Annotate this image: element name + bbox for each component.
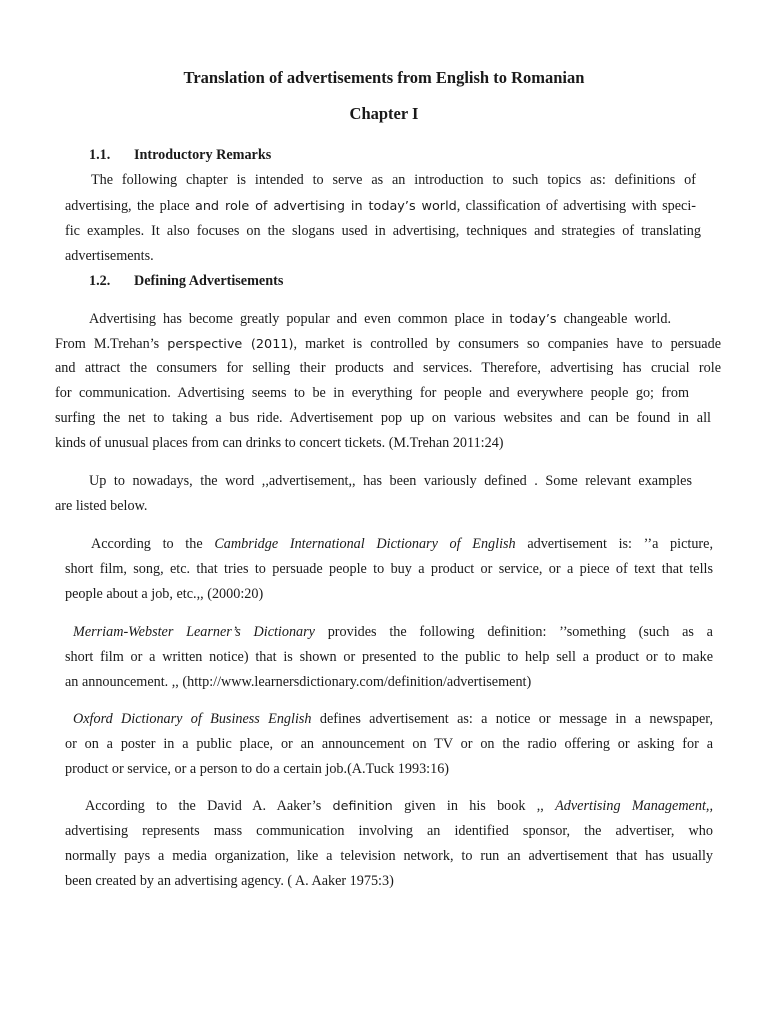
merriam-definition-line-2: short film or a written notice) that is shown or presented to the public to help sell a product or to make: [65, 649, 713, 665]
defining-paragraph-line-2: From M.Trehan’s perspective (2011), market is controlled by consumers so companies have to persuade: [55, 336, 721, 352]
document-title: Translation of advertisements from English to Romanian: [183, 68, 585, 87]
intro-paragraph-line-4: advertisements.: [65, 248, 154, 264]
defining-paragraph-line-4: for communication. Advertising seems to be in everything for people and everywhere people go; from: [55, 385, 689, 401]
intro-paragraph-line-2: advertising, the place and role of advertising in today’s world, classification of advertising with speci-: [65, 198, 696, 214]
oxford-definition-line-1: Oxford Dictionary of Business English defines advertisement as: a notice or message in a newspaper,: [73, 711, 714, 727]
defining-paragraph-line-3: and attract the consumers for selling their products and services. Therefore, advertising has crucial role: [55, 360, 721, 376]
cambridge-definition-line-1: According to the Cambridge International Dictionary of English advertisement is: ’’a picture,: [91, 536, 713, 552]
aaker-definition-line-4: been created by an advertising agency. ( A. Aaker 1975:3): [65, 873, 394, 889]
intro-paragraph-line-1: The following chapter is intended to serve as an introduction to such topics as: definitions of: [91, 172, 696, 188]
aaker-definition-line-3: normally pays a media organization, like a television network, to run an advertisement that has usually: [65, 848, 713, 864]
section-number-1-2: 1.2.: [89, 273, 111, 289]
oxford-definition-line-3: product or service, or a person to do a certain job.(A.Tuck 1993:16): [65, 761, 450, 777]
section-number-1-1: 1.1.: [89, 147, 111, 163]
examples-intro-line-1: Up to nowadays, the word ,,advertisement,, has been variously defined . Some relevant examples: [89, 473, 692, 489]
defining-paragraph-line-1: Advertising has become greatly popular and even common place in today’s changeable world.: [89, 311, 671, 327]
oxford-definition-line-2: or on a poster in a public place, or an announcement on TV or on the radio offering or asking for a: [65, 736, 713, 752]
cambridge-definition-line-3: people about a job, etc.,, (2000:20): [65, 586, 264, 602]
defining-paragraph-line-6: kinds of unusual places from can drinks to concert tickets. (M.Trehan 2011:24): [55, 435, 504, 451]
defining-paragraph-line-5: surfing the net to taking a bus ride. Advertisement pop up on various websites and can be found in all: [55, 410, 711, 426]
examples-intro-line-2: are listed below.: [55, 498, 148, 514]
merriam-definition-line-3: an announcement. ,, (http://www.learnersdictionary.com/definition/advertisement): [65, 674, 532, 690]
aaker-definition-line-1: According to the David A. Aaker’s definition given in his book ,, Advertising Management,,: [85, 798, 713, 814]
intro-paragraph-line-3: fic examples. It also focuses on the slogans used in advertising, techniques and strategies of translating: [65, 223, 701, 239]
aaker-definition-line-2: advertising represents mass communication involving an identified sponsor, the advertiser, who: [65, 823, 713, 839]
chapter-heading: Chapter I: [349, 104, 419, 123]
section-heading-introductory-remarks: Introductory Remarks: [134, 147, 272, 163]
section-heading-defining-advertisements: Defining Advertisements: [134, 273, 284, 289]
merriam-definition-line-1: Merriam-Webster Learner’s Dictionary provides the following definition: ’’something (such as a: [73, 624, 713, 640]
cambridge-definition-line-2: short film, song, etc. that tries to persuade people to buy a product or service, or a piece of text that tells: [65, 561, 713, 577]
